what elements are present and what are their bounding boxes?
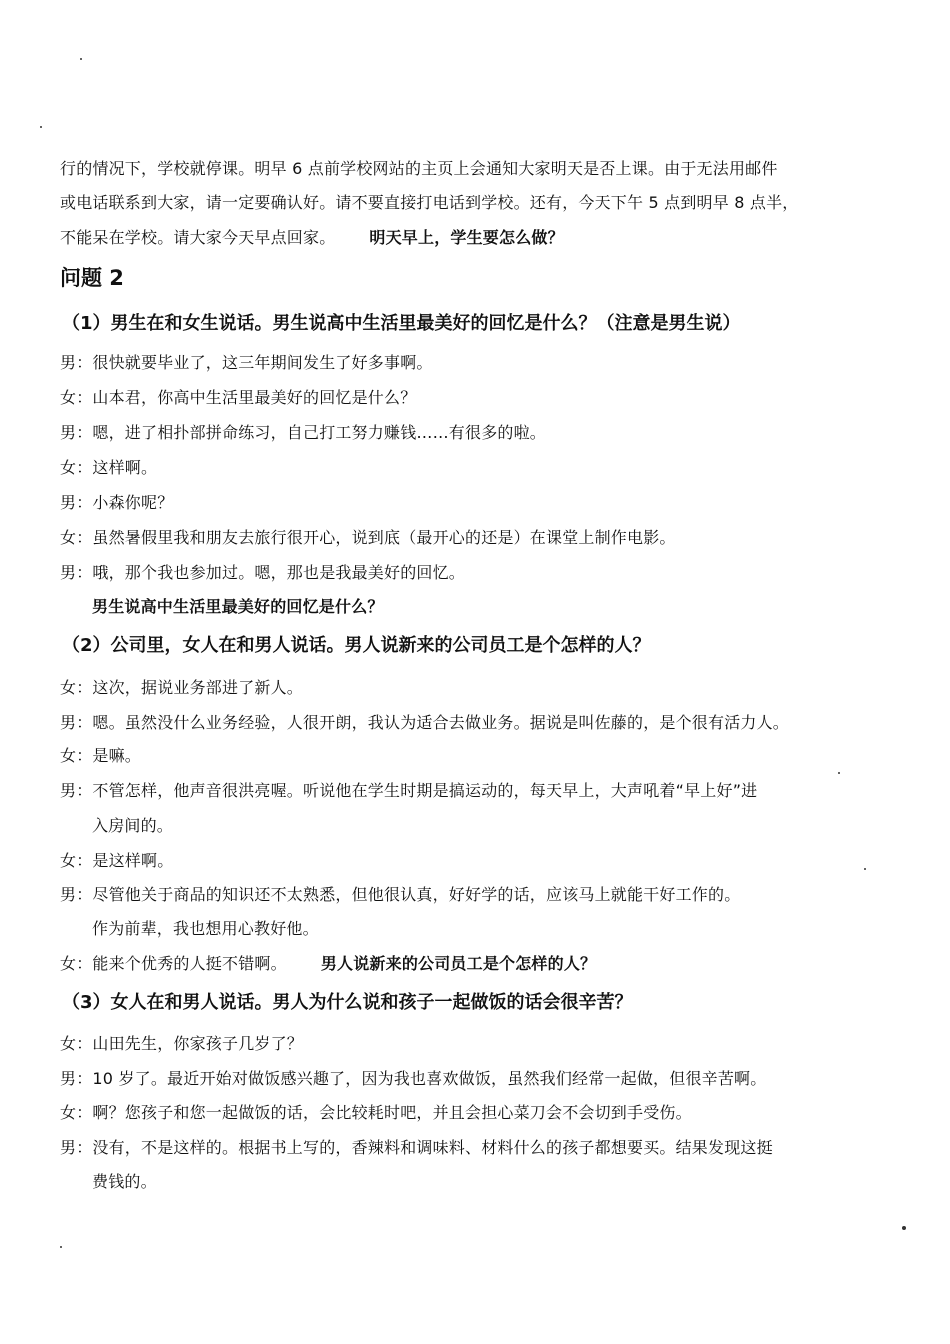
q1-dialogue-line: 女：虽然暑假里我和朋友去旅行很开心，说到底（最开心的还是）在课堂上制作电影。 <box>60 528 676 547</box>
q2-dialogue-line: 男：嗯。虽然没什么业务经验，人很开朗，我认为适合去做业务。据说是叫佐藤的，是个很有活力人。 <box>60 713 790 732</box>
scan-speckle <box>838 772 840 774</box>
q1-dialogue-line: 女：这样啊。 <box>60 458 158 477</box>
scan-speckle <box>864 868 866 870</box>
q1-dialogue-line: 女：山本君，你高中生活里最美好的回忆是什么？ <box>60 388 417 407</box>
q1-dialogue-line: 男：小森你呢？ <box>60 493 174 512</box>
q1-title: （1）男生在和女生说话。男生说高中生活里最美好的回忆是什么？（注意是男生说） <box>62 313 741 334</box>
q2-dialogue-line-with-question <box>60 953 596 975</box>
q3-dialogue-line: 费钱的。 <box>92 1172 157 1191</box>
q1-dialogue-line: 男：很快就要毕业了，这三年期间发生了好多事啊。 <box>60 353 433 372</box>
q2-dialogue-line: 男：尽管他关于商品的知识还不太熟悉，但他很认真，好好学的话，应该马上就能干好工作的。 <box>60 885 741 904</box>
scan-speckle <box>40 126 42 128</box>
q3-dialogue-line: 男：10 岁了。最近开始对做饭感兴趣了，因为我也喜欢做饭，虽然我们经常一起做，但很辛苦啊。 <box>60 1069 767 1088</box>
q2-dialogue-line: 女：是嘛。 <box>60 746 142 765</box>
q2-dialogue-text: 女：能来个优秀的人挺不错啊。 <box>60 954 287 973</box>
q3-dialogue-line: 男：没有，不是这样的。根据书上写的，香辣料和调味料、材料什么的孩子都想要买。结果发现这挺 <box>60 1138 773 1157</box>
q2-dialogue-line: 男：不管怎样，他声音很洪亮喔。听说他在学生时期是搞运动的，每天早上，大声吼着“早上好”进 <box>60 781 758 800</box>
intro-line-3-text: 不能呆在学校。请大家今天早点回家。 <box>60 228 336 247</box>
q3-title: （3）女人在和男人说话。男人为什么说和孩子一起做饭的话会很辛苦？ <box>62 992 633 1013</box>
q2-dialogue-line: 入房间的。 <box>92 816 174 835</box>
q2-dialogue-line: 女：这次，据说业务部进了新人。 <box>60 678 304 697</box>
scan-speckle <box>80 58 82 60</box>
q2-question: 男人说新来的公司员工是个怎样的人？ <box>320 954 597 973</box>
q1-question: 男生说高中生活里最美好的回忆是什么？ <box>92 597 384 616</box>
q3-dialogue-line: 女：啊？您孩子和您一起做饭的话，会比较耗时吧，并且会担心菜刀会不会切到手受伤。 <box>60 1103 692 1122</box>
q1-dialogue-line: 男：哦，那个我也参加过。嗯，那也是我最美好的回忆。 <box>60 563 466 582</box>
intro-line-2: 或电话联系到大家，请一定要确认好。请不要直接打电话到学校。还有，今天下午 5 点到明早 8 点半， <box>60 193 799 212</box>
scan-speckle <box>60 1246 62 1248</box>
intro-line-1: 行的情况下，学校就停课。明早 6 点前学校网站的主页上会通知大家明天是否上课。由于无法用邮件 <box>60 159 778 178</box>
q2-dialogue-line: 作为前辈，我也想用心教好他。 <box>92 919 319 938</box>
q2-dialogue-line: 女：是这样啊。 <box>60 851 174 870</box>
q2-title: （2）公司里，女人在和男人说话。男人说新来的公司员工是个怎样的人？ <box>62 635 651 656</box>
intro-question: 明天早上，学生要怎么做？ <box>369 228 564 247</box>
q1-dialogue-line: 男：嗯，进了相扑部拼命练习，自己打工努力赚钱……有很多的啦。 <box>60 423 547 442</box>
scan-speckle <box>902 1226 906 1230</box>
q3-dialogue-line: 女：山田先生，你家孩子几岁了？ <box>60 1034 304 1053</box>
section-heading: 问题 2 <box>60 266 124 290</box>
intro-line-3 <box>60 227 564 249</box>
